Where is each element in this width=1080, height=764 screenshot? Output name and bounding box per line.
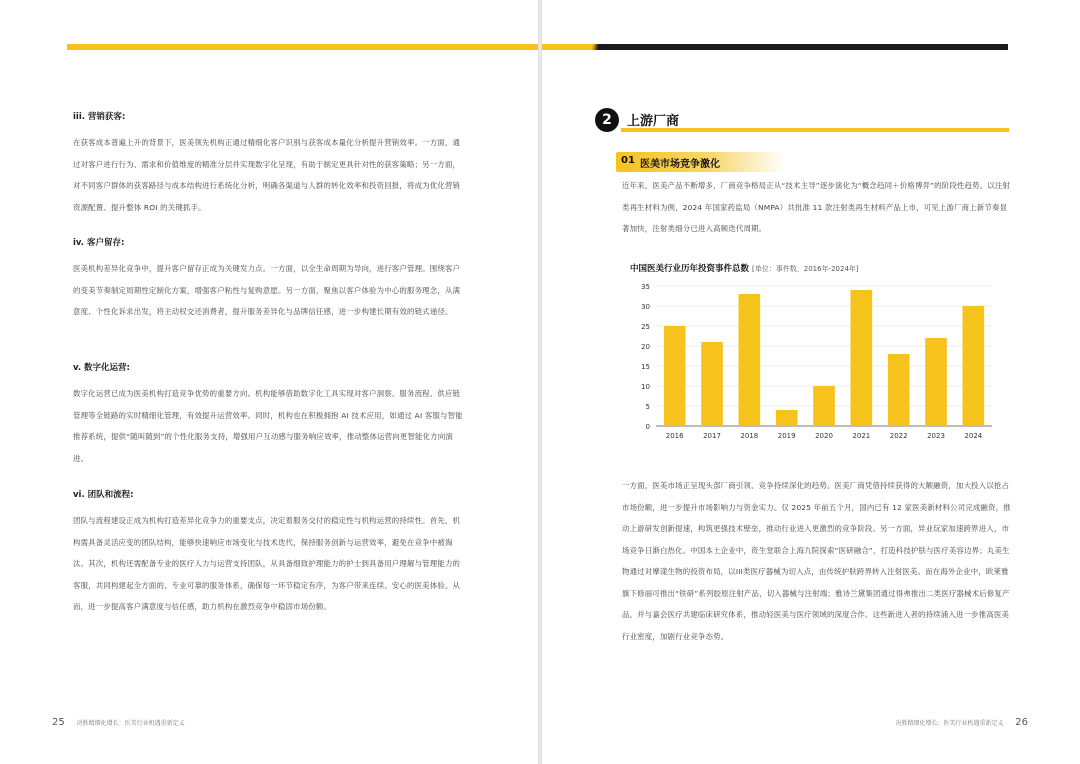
x-tick-label: 2016 [665,432,684,440]
subsection-title: 医美市场竞争激化 [640,159,720,170]
top-accent-bar [542,44,1008,50]
x-tick-label: 2024 [964,432,983,440]
footer-text: 决胜精细化增长：医美行业机遇重新定义 [895,720,1004,727]
bar-2020 [813,386,835,426]
section-digital-ops [73,361,463,469]
section-title: 上游厂商 [627,114,680,129]
section-retention [73,236,463,323]
subsection-header [616,152,786,172]
page-footer [52,717,185,728]
bar-2017 [701,342,723,426]
bar-2021 [851,290,873,426]
page-number: 26 [1015,717,1028,728]
y-tick-label: 35 [641,283,650,291]
y-tick-label: 15 [641,363,650,371]
chart-unit: [单位：事件数，2016年-2024年] [752,265,859,273]
y-tick-label: 5 [645,403,650,411]
investment-events-bar-chart [622,276,1002,446]
page-number: 25 [52,717,65,728]
bar-2016 [664,326,686,426]
x-tick-label: 2020 [815,432,833,440]
y-tick-label: 20 [641,343,650,351]
x-tick-label: 2022 [889,432,908,440]
top-accent-bar [67,44,538,50]
bar-2019 [776,410,798,426]
section-marketing [73,110,463,218]
analysis-paragraph: 一方面，医美市场正呈现头部厂商引领、竞争持续深化的趋势。医美厂商凭借持续获得的大额融资，加大投入以抢占市场份额，进一步提升市场影响力与资金实力。仅 2025 年前五个月，国内已有 12 家医美新材料公司完成融资，推动上游研发创新提速，构筑更强技术壁垒，推动行业进入更激烈的竞争阶段。另一方面，异业玩家加速跨界进入，市场竞争日渐白热化。中国本土企业中，资生堂联合上海九院探索“医研融合”，打造科技护肤与医疗美容边界；丸美生物通过对摩漾生物的投资布局，以III类医疗器械为切入点，由传统护肤跨界转入注射医美。而在海外企业中，欧莱雅旗下修丽可推出“铁研”系列胶原注射产品，切入器械与注射端；雅诗兰黛集团通过得弗推出二类医疗器械术后修复产品，并与嘉会医疗共建临床研究体系，推动轻医美与医疗领域的深度合作。这些新进入者的持续涌入进一步推高医美行业密度，加剧行业竞争态势。 [622,481,1011,641]
y-tick-label: 10 [641,383,650,391]
x-tick-label: 2018 [740,432,759,440]
section-number-badge: 2 [595,108,619,132]
y-tick-label: 25 [641,323,650,331]
section-team-process [73,488,463,618]
section-underline [621,128,1009,132]
chart-title [630,262,859,274]
x-tick-label: 2017 [703,432,721,440]
bar-2023 [925,338,947,426]
section-heading: v. 数字化运营: [73,363,130,373]
chart-title-text: 中国医美行业历年投资事件总数 [630,264,750,274]
section-body: 团队与流程建设正成为机构打造差异化竞争力的重要支点，决定着服务交付的稳定性与机构运营的持续性。首先，机构需具备灵活应变的团队结构，能够快速响应市场变化与技术迭代，保持服务创新与运营效率，避免在竞争中被淘汰。其次，机构还需配备专业的医疗人力与运营支持团队，从具备细致护理能力的护士到具备用户理解与管理能力的客服，共同构建起全方面的、专业可靠的服务体系，确保每一环节稳定有序，为客户带来连续、安心的医美体验。从而，进一步提高客户满意度与信任感，助力机构在激烈竞争中稳固市场份额。 [73,516,461,611]
bar-2024 [963,306,985,426]
section-header [595,108,1009,134]
section-heading: iv. 客户留存: [73,238,125,248]
bar-2022 [888,354,910,426]
x-tick-label: 2021 [852,432,871,440]
x-tick-label: 2019 [777,432,796,440]
y-tick-label: 30 [641,303,650,311]
section-heading: vi. 团队和流程: [73,490,134,500]
page-footer [895,717,1028,728]
y-tick-label: 0 [645,423,650,431]
right-page [542,0,1080,764]
intro-paragraph: 近年来，医美产品不断增多，厂商竞争格局正从“技术主导”逐步演化为“概念趋同＋价格博弈”的阶段性趋势。以注射类再生材料为例，2024 年国家药监局（NMPA）共批准 11 款注射类再生材料产品上市，可见上游厂商上新节奏显著加快，注射类细分已进入高频迭代周期。 [622,181,1011,233]
section-body: 在获客成本普遍上升的背景下，医美领先机构正通过精细化客户识别与获客成本量化分析提升营销效率。一方面，通过对客户进行行为、需求和价值维度的精准分层并实现数字化呈现，有助于制定更具针对性的获客策略；另一方面，对不同客户群体的获客路径与成本结构进行系统化分析，明确各渠道与人群的转化效率和投资回报，将成为优化营销资源配置、提升整体 ROI 的关键抓手。 [73,138,461,212]
section-body: 数字化运营已成为医美机构打造竞争优势的重要方向。机构能够借助数字化工具实现对客户洞察、服务流程、供应链管理等全链路的实时精细化管理，有效提升运营效率。同时，机构也在积极拥抱 AI 技术应用，如通过 AI 客服与智能推荐系统，提供“随叫随到”的个性化服务支持，增强用户互动感与服务响应效率，推动整体运营向更智能化方向演进。 [73,389,463,463]
subsection-number: 01 [621,155,635,166]
section-body: 医美机构差异化竞争中，提升客户留存正成为关键发力点。一方面，以全生命周期为导向，进行客户管理。围绕客户的变美节奏制定周期性定制化方案，增强客户粘性与复购意愿。另一方面，聚焦以客户体验为中心的服务理念，从满意度、个性化诉求出发，将主动权交还消费者，提升服务差异化与品牌信任感，进一步构建长期有效的链式递径。 [73,264,461,316]
left-page [0,0,538,764]
section-heading: iii. 营销获客: [73,112,126,122]
bar-2018 [739,294,761,426]
x-tick-label: 2023 [927,432,945,440]
footer-text: 决胜精细化增长：医美行业机遇重新定义 [76,720,185,727]
